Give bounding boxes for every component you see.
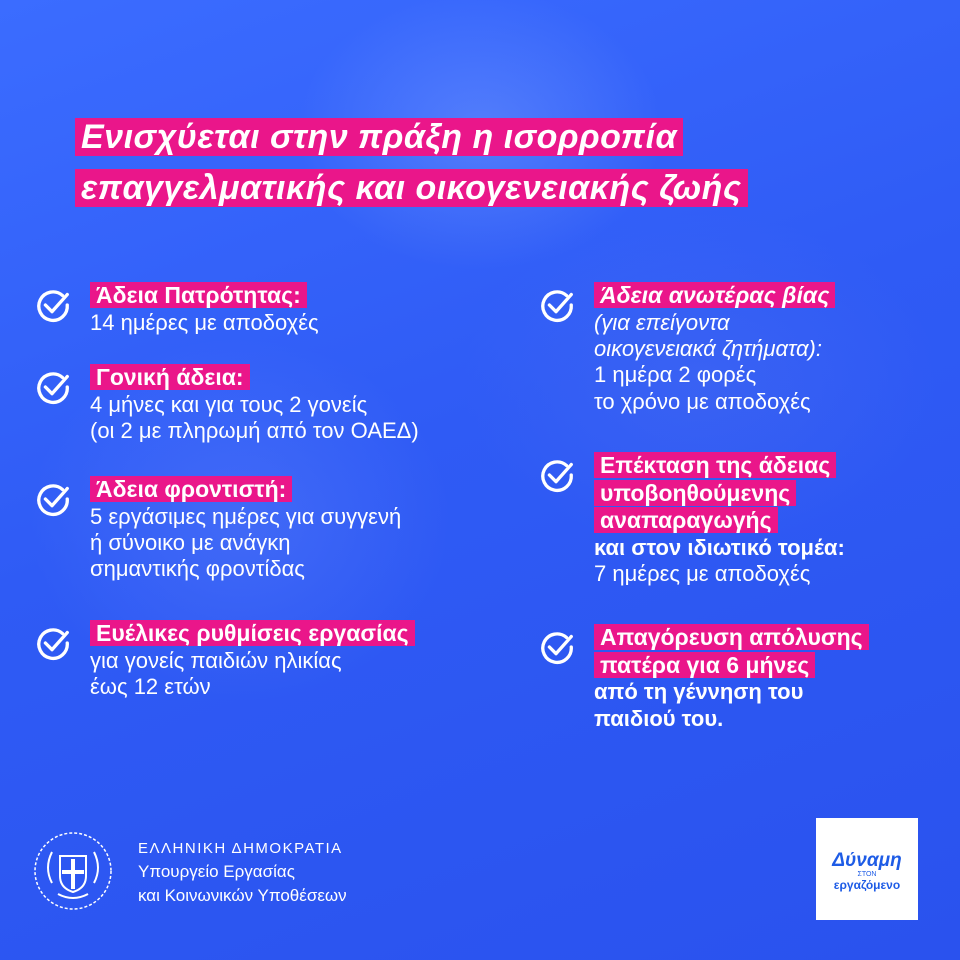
item-text: (για επείγοντα <box>594 309 730 335</box>
item-text: οικογενειακά ζητήματα): <box>594 335 822 361</box>
item-bold-text: και στον ιδιωτικό τομέα: <box>594 534 845 560</box>
item-heading: Άδεια ανωτέρας βίας <box>594 282 835 308</box>
logo-word-1: Δύναμη <box>832 850 902 871</box>
check-circle-icon <box>34 368 72 406</box>
item-dismissal-ban <box>538 624 869 732</box>
item-heading: Γονική άδεια: <box>90 364 250 390</box>
item-heading: Άδεια φροντιστή: <box>90 476 292 502</box>
check-circle-icon <box>34 480 72 518</box>
item-heading: υποβοηθούμενης <box>594 480 796 506</box>
item-bold-text: από τη γέννηση του <box>594 679 804 705</box>
title-line-1: Ενισχύεται στην πράξη η ισορροπία <box>75 118 683 156</box>
item-bold-text: παιδιού του. <box>594 705 724 731</box>
item-text: έως 12 ετών <box>90 673 211 699</box>
greek-emblem-icon <box>30 828 116 914</box>
item-assisted-reproduction <box>538 452 845 588</box>
check-circle-icon <box>538 456 576 494</box>
ministry-line-2: Υπουργείο Εργασίας <box>138 861 295 881</box>
item-parental-leave <box>34 364 419 444</box>
item-text: ή σύνοικο με ανάγκη <box>90 529 291 555</box>
item-text: 4 μήνες και για τους 2 γονείς <box>90 391 368 417</box>
check-circle-icon <box>34 624 72 662</box>
item-paternity-leave <box>34 282 319 336</box>
item-text: σημαντικής φροντίδας <box>90 556 305 582</box>
item-text: το χρόνο με αποδοχές <box>594 388 811 414</box>
ministry-line-3: και Κοινωνικών Υποθέσεων <box>138 886 347 906</box>
item-heading: αναπαραγωγής <box>594 507 778 533</box>
ministry-line-1: ΕΛΛΗΝΙΚΗ ΔΗΜΟΚΡΑΤΙΑ <box>138 840 343 857</box>
item-text: 1 ημέρα 2 φορές <box>594 362 757 388</box>
check-circle-icon <box>34 286 72 324</box>
item-caregiver-leave <box>34 476 401 583</box>
check-circle-icon <box>538 286 576 324</box>
item-text: 5 εργάσιμες ημέρες για συγγενή <box>90 503 402 529</box>
campaign-logo <box>816 818 918 920</box>
logo-word-2: ΣΤΟΝ <box>857 871 877 878</box>
item-heading: Ευέλικες ρυθμίσεις εργασίας <box>90 620 415 646</box>
page-title <box>75 112 875 214</box>
title-line-2: επαγγελματικής και οικογενειακής ζωής <box>75 169 748 207</box>
item-force-majeure-leave <box>538 282 835 415</box>
item-text: 14 ημέρες με αποδοχές <box>90 309 319 335</box>
logo-word-3: εργαζόμενο <box>833 878 901 892</box>
item-text: 7 ημέρες με αποδοχές <box>594 561 811 587</box>
item-text: για γονείς παιδιών ηλικίας <box>90 647 342 673</box>
item-heading: Επέκταση της άδειας <box>594 452 836 478</box>
item-heading: Άδεια Πατρότητας: <box>90 282 307 308</box>
ministry-label <box>138 838 347 909</box>
item-heading: Απαγόρευση απόλυσης <box>594 624 869 650</box>
item-heading: πατέρα για 6 μήνες <box>594 652 815 678</box>
item-text: (οι 2 με πληρωμή από τον ΟΑΕΔ) <box>90 417 419 443</box>
item-flexible-work <box>34 620 415 700</box>
check-circle-icon <box>538 628 576 666</box>
